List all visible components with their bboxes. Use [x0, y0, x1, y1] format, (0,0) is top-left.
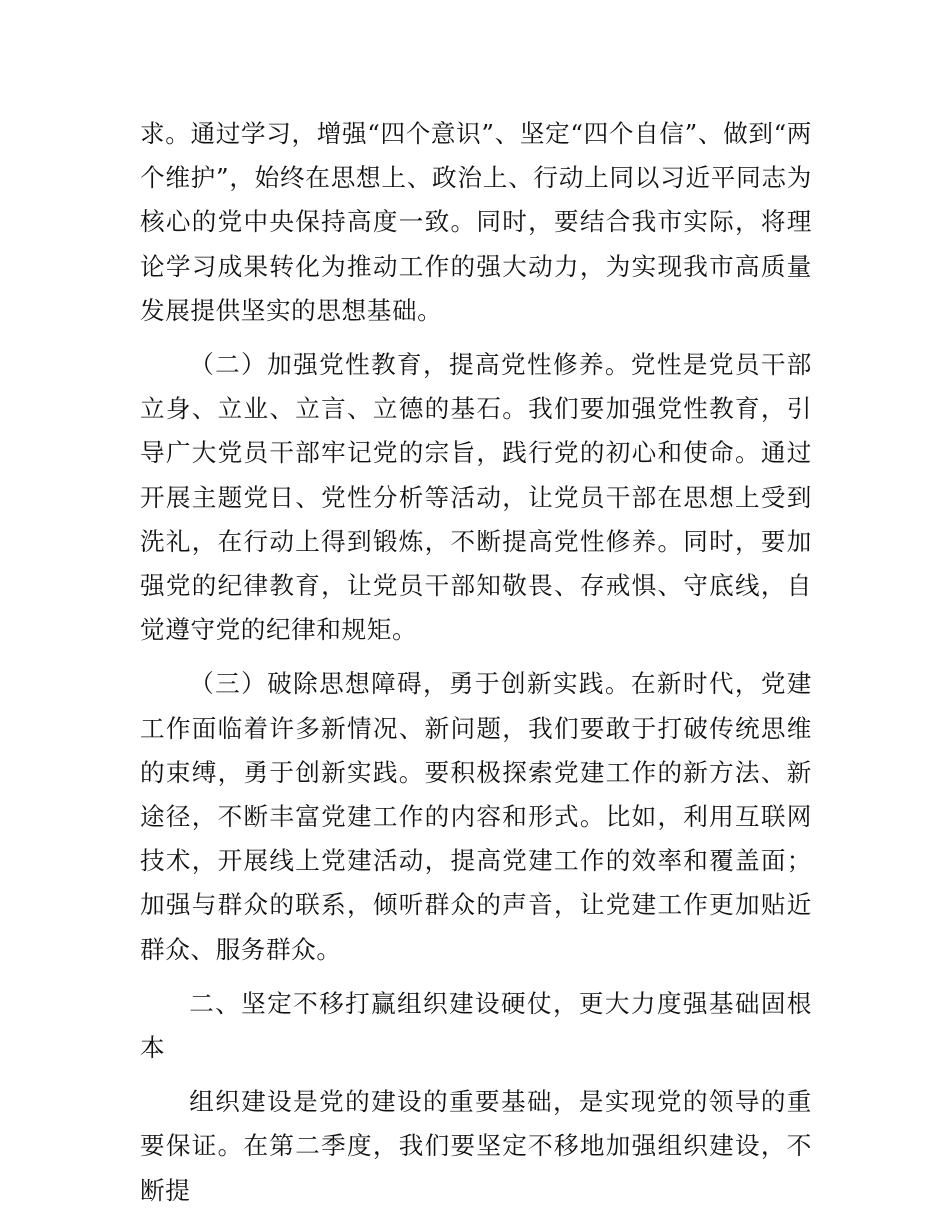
paragraph-continuation: 求。通过学习，增强“四个意识”、坚定“四个自信”、做到“两个维护”，始终在思想上、政治上、行动上同以习近平同志为核心的党中央保持高度一致。同时，要结合我市实际，将理论学习成果转化为推动工作的强大动力，为实现我市高质量发展提供坚实的思想基础。 [140, 119, 812, 325]
paragraph-innovation-practice: （三）破除思想障碍，勇于创新实践。在新时代，党建工作面临着许多新情况、新问题，我们要敢于打破传统思维的束缚，勇于创新实践。要积极探索党建工作的新方法、新途径，不断丰富党建工作的内容和形式。比如，利用互联网技术，开展线上党建活动，提高党建工作的效率和覆盖面；加强与群众的联系，倾听群众的声音，让党建工作更加贴近群众、服务群众。 [140, 669, 812, 964]
paragraph-party-spirit-education: （二）加强党性教育，提高党性修养。党性是党员干部立身、立业、立言、立德的基石。我们要加强党性教育，引导广大党员干部牢记党的宗旨，践行党的初心和使命。通过开展主题党日、党性分析等活动，让党员干部在思想上受到洗礼，在行动上得到锻炼，不断提高党性修养。同时，要加强党的纪律教育，让党员干部知敬畏、存戒惧、守底线，自觉遵守党的纪律和规矩。 [140, 350, 812, 645]
section-heading-organization-building: 二、坚定不移打赢组织建设硬仗，更大力度强基础固根本 [140, 988, 812, 1063]
document-body [140, 112, 812, 1223]
paragraph-organization-building: 组织建设是党的建设的重要基础，是实现党的领导的重要保证。在第二季度，我们要坚定不移地加强组织建设，不断提 [140, 1087, 812, 1205]
